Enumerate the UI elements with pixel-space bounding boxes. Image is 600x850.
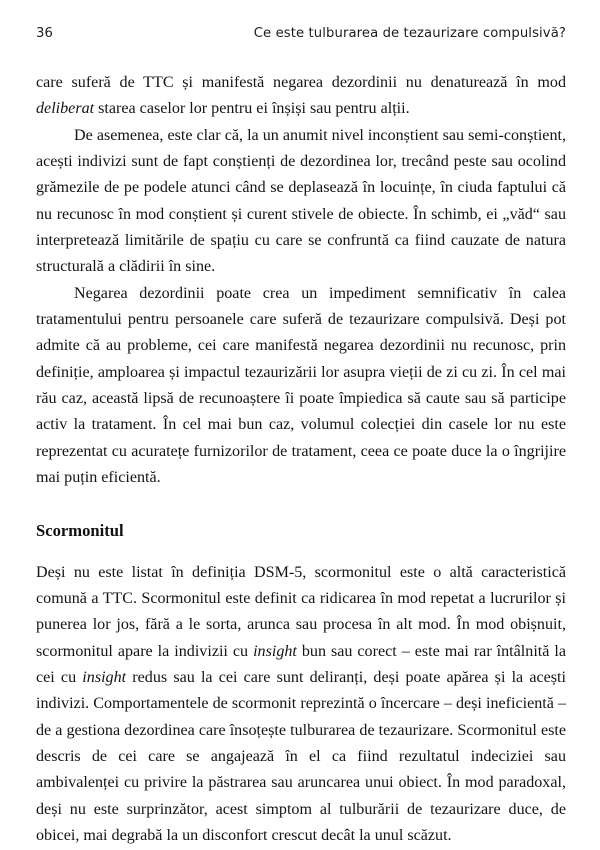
spacer-above-heading xyxy=(36,492,566,519)
paragraph-text-part: starea caselor lor pentru ei înșiși sau pentru alții. xyxy=(94,100,410,118)
section-heading-scormonitul: Scormonitul xyxy=(36,520,124,540)
emphasis-insight-2: insight xyxy=(82,668,127,686)
paragraph-negarea-dezordinii: Negarea dezordinii poate crea un impediment semnificativ în calea tratamentului pentru persoanele care suferă de tezaurizare compulsivă. Deși pot admite că au probleme, cei care manifestă negarea dezordinii nu recunosc, prin definiție, amploarea și impactul tezaurizării lor asupra vieții de zi cu zi. În cel mai rău caz, această lipsă de recunoaștere îi poate împiedica să caute sau să participe activ la tratament. În cel mai bun caz, volumul colecției din casele lor nu este reprezentat cu acuratețe furnizorilor de tratament, ceea ce poate duce la o îngrijire mai puțin eficientă. xyxy=(36,284,566,487)
emphasis-insight-1: insight xyxy=(253,642,297,660)
paragraph-scormonitul-body xyxy=(36,560,566,850)
paragraph-text-part: Deși nu este listat în definiția DSM-5, scormonitul este o altă caracteristică comună a TTC. Scormonitul este definit ca ridicarea în mod repetat a lucrurilor și punerea lor jos, fără a le sorta, arunca sau procesa în alt mod. În mod obișnuit, scormonitul apare la indivizii cu xyxy=(36,563,566,660)
running-head xyxy=(36,26,566,50)
emphasis-deliberat: deliberat xyxy=(36,100,95,118)
paragraph-continued xyxy=(36,70,566,123)
paragraph-text-part: bun sau corect – este mai rar întâlnită la cei cu xyxy=(36,642,566,686)
page-number: 36 xyxy=(36,26,53,41)
text-block xyxy=(36,70,566,849)
paragraph-text-part: care suferă de TTC și manifestă negarea dezordinii nu denaturează în mod xyxy=(36,74,566,91)
paragraph-de-asemenea: De asemenea, este clar că, la un anumit nivel inconștient sau semi-conștient, acești indivizi sunt de fapt conștienți de dezordinea lor, trecând peste sau ocolind grămezile de pe podele atunci când se deplasează în locuințe, în ciuda faptului că nu recunosc în mod conștient și curent stivele de obiecte. În schimb, ei „văd“ sau interpretează limitările de spațiu cu care se confruntă ca fiind cauzate de natura structurală a clădirii în sine. xyxy=(36,126,566,276)
chapter-title: Ce este tulburarea de tezaurizare compulsivă? xyxy=(253,26,566,41)
spacer-below-heading xyxy=(36,543,566,560)
paragraph-text-part: redus sau la cei care sunt deliranți, deși poate apărea și la acești indivizi. Comportamentele de scormonit reprezintă o încercare – deși ineficientă – de a gestiona dezordinea care însoțește tulburarea de tezaurizare. Scormonitul este descris de cei care se angajează în el ca fiind rezultatul indeciziei sau ambivalenței cu privire la păstrarea sau aruncarea unui obiect. În mod paradoxal, deși nu este surprinzător, acest simptom al tulburării de tezaurizare duce, de obicei, mai degrabă la un disconfort crescut decât la unul scăzut. xyxy=(36,668,567,844)
